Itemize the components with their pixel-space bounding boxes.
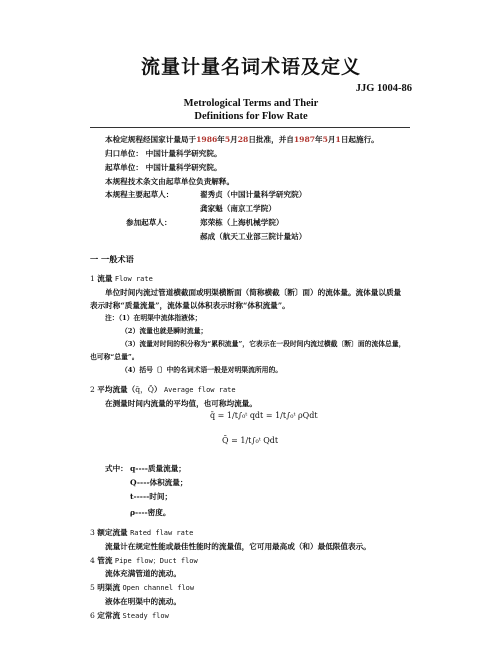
approval-statement (105, 134, 379, 145)
term-english: Rated flaw rate (130, 529, 194, 537)
term-symbol-separator: ， (140, 385, 148, 394)
term-number: 6 (90, 611, 95, 620)
approval-text: 月 (327, 135, 336, 144)
term-name: 额定流量 (97, 528, 128, 537)
document-title: 流量计量名词术语及定义 (140, 56, 361, 78)
term-definition: 流体充满管道的流动。 (105, 569, 181, 578)
english-title-line2: Definitions for Flow Rate (194, 111, 308, 122)
effective-year: 1987 (293, 135, 316, 144)
english-title-line1: Metrological Terms and Their (183, 98, 319, 109)
approval-month: 5 (224, 135, 231, 144)
term-english: Average flow rate (163, 386, 236, 394)
formula-part: Q̄ = (222, 436, 241, 445)
symbol-definition: q----质量流量； (130, 464, 186, 473)
term-note: （4）括号〔〕中的名词术语一般是对明渠流所用的。 (121, 366, 283, 374)
term-english: Flow rate (114, 275, 153, 283)
term-name: 管流 (97, 556, 113, 565)
responsible-unit: 归口单位： 中国计量科学研究院。 (105, 149, 222, 158)
approval-text: 日起施行。 (340, 135, 379, 144)
term-number: 3 (90, 528, 95, 537)
term-heading (90, 273, 153, 285)
term-name: 流量 (97, 274, 113, 283)
term-number: 1 (90, 274, 95, 283)
term-english: Pipe flow；Duct flow (114, 557, 198, 565)
participant-name: 郑荣栋（上海机械学院） (200, 218, 284, 227)
term-heading (90, 582, 194, 594)
term-definition: 液体在明渠中的流动。 (105, 597, 181, 606)
approval-text: 年 (315, 135, 323, 144)
term-note: 注：（1）在明渠中流体指液体； (105, 314, 202, 322)
term-english: Open channel flow (122, 584, 195, 592)
term-number: 2 (90, 385, 95, 394)
approval-text: 月 (230, 135, 238, 144)
title-divider (90, 127, 410, 128)
term-definition: 表示时称“质量流量”，流体量以体积表示时称“体积流量”。 (90, 301, 290, 310)
formula-part: q̄ = (210, 411, 227, 420)
main-drafters-label: 本规程主要起草人： (105, 190, 174, 199)
term-name: 平均流量（ (97, 385, 136, 394)
term-note: 也可称“总量”。 (90, 353, 139, 361)
interpretation-note: 本规程技术条文由起草单位负责解释。 (105, 177, 235, 186)
formula-part: ∫₀ᵗ ρQdt (286, 411, 318, 420)
effective-day: 1 (335, 135, 341, 144)
standard-code: JJG 1004-86 (355, 83, 412, 94)
section-heading: 一 一般术语 (90, 254, 134, 264)
formula-part: 1/t (275, 411, 287, 420)
participant-name: 郝成（航天工业部三院计量站） (200, 232, 307, 241)
term-definition: 流量计在规定性能或最佳性能时的流量值，它可用最高或（和）最低限值表示。 (105, 542, 371, 551)
approval-year: 1986 (196, 135, 218, 144)
term-definition: 在测量时间内流量的平均值，也可称均流量。 (105, 399, 257, 408)
term-note: （2）流量也就是瞬时流量； (121, 327, 208, 335)
symbol-definition: ρ----密度。 (130, 508, 171, 517)
formula-part: ∫₀ᵗ qdt (237, 411, 264, 420)
term-note: （3）流量对时间的积分称为“累积流量”，它表示在一段时间内流过横截〔断〕面的流体总量， (121, 340, 406, 348)
term-symbol: q̄ (135, 385, 141, 394)
formula-mass-average (210, 411, 318, 420)
participants-label: 参加起草人： (126, 218, 172, 227)
formula-part: 1/t (240, 436, 252, 445)
approval-day: 28 (237, 135, 249, 144)
term-symbol: Q̄ (147, 385, 154, 394)
term-heading (90, 384, 236, 396)
term-number: 4 (90, 556, 95, 565)
term-name: ） (153, 385, 162, 394)
term-heading (90, 555, 198, 567)
approval-text: 本检定规程经国家计量局于 (105, 135, 197, 144)
term-name: 定常流 (97, 611, 121, 620)
term-number: 5 (90, 583, 95, 592)
drafting-unit: 起草单位： 中国计量科学研究院。 (105, 163, 222, 172)
approval-text: 日批准，并自 (248, 135, 294, 144)
where-label: 式中： (105, 464, 128, 473)
approval-text: 年 (217, 135, 225, 144)
symbol-definition: Q----体积流量； (130, 478, 188, 487)
drafter-name: 龚家魁（南京工学院） (200, 204, 276, 213)
term-heading (90, 610, 169, 622)
term-heading (90, 527, 193, 539)
formula-part: ∫₀ᵗ Qdt (251, 436, 279, 445)
formula-part: 1/t (226, 411, 238, 420)
effective-month: 5 (322, 135, 328, 144)
drafter-name: 翟秀贞（中国计量科学研究院） (200, 190, 307, 199)
term-name: 明渠流 (97, 583, 121, 592)
formula-volume-average (222, 436, 278, 445)
symbol-definition: t-----时间； (130, 492, 173, 501)
formula-part: = (263, 411, 276, 420)
term-english: Steady flow (122, 612, 169, 620)
term-definition: 单位时间内流过管道横截面或明渠横断面（简称横截〔断〕面）的流体量。流体量以质量 (105, 288, 402, 297)
